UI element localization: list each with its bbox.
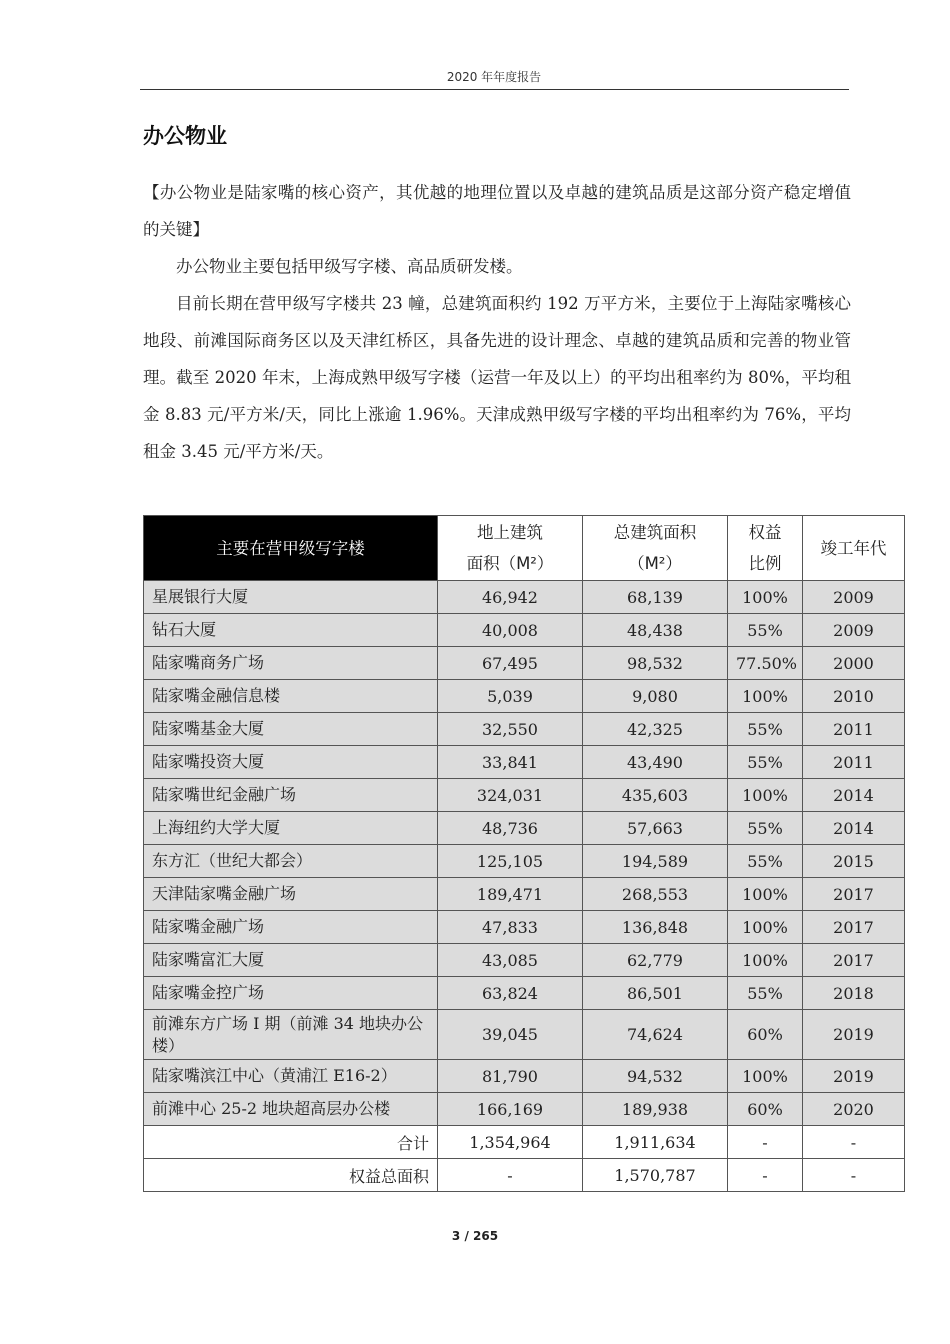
- total-area: 189,938: [583, 1093, 728, 1126]
- above-ground-area: 5,039: [438, 680, 583, 713]
- office-table: [143, 515, 905, 1192]
- page-header: 2020 年年度报告: [446, 70, 542, 84]
- equity-ratio: 100%: [728, 779, 803, 812]
- total-area: 94,532: [583, 1060, 728, 1093]
- completion-year: 2017: [803, 911, 905, 944]
- page-number: 3 / 265: [451, 1229, 499, 1243]
- header-total-line1: 总建筑面积: [613, 523, 697, 542]
- table-row: [144, 581, 905, 614]
- above-ground-area: 324,031: [438, 779, 583, 812]
- header-equity-line1: 权益: [748, 523, 782, 542]
- above-ground-area: 47,833: [438, 911, 583, 944]
- equity-ratio: 100%: [728, 1060, 803, 1093]
- equity-ratio: 100%: [728, 878, 803, 911]
- equity-ratio: 60%: [728, 1010, 803, 1060]
- table-row: [144, 614, 905, 647]
- total-area: 57,663: [583, 812, 728, 845]
- total-above-ground-area: 1,354,964: [438, 1126, 583, 1159]
- header-equity: [728, 516, 803, 581]
- equity-equity: -: [728, 1159, 803, 1192]
- equity-ratio: 55%: [728, 812, 803, 845]
- table-row: [144, 680, 905, 713]
- completion-year: 2015: [803, 845, 905, 878]
- total-area: 48,438: [583, 614, 728, 647]
- total-total-area: 1,911,634: [583, 1126, 728, 1159]
- building-name: 陆家嘴商务广场: [144, 647, 438, 680]
- above-ground-area: 166,169: [438, 1093, 583, 1126]
- above-ground-area: 189,471: [438, 878, 583, 911]
- above-ground-area: 39,045: [438, 1010, 583, 1060]
- building-name: 陆家嘴金控广场: [144, 977, 438, 1010]
- table-row: [144, 977, 905, 1010]
- building-name: 钻石大厦: [144, 614, 438, 647]
- equity-ratio: 55%: [728, 977, 803, 1010]
- above-ground-area: 33,841: [438, 746, 583, 779]
- total-area: 98,532: [583, 647, 728, 680]
- table-row: [144, 779, 905, 812]
- equity-ratio: 55%: [728, 713, 803, 746]
- above-ground-area: 67,495: [438, 647, 583, 680]
- above-ground-area: 48,736: [438, 812, 583, 845]
- completion-year: 2014: [803, 812, 905, 845]
- header-rule: [140, 89, 849, 90]
- completion-year: 2010: [803, 680, 905, 713]
- above-ground-area: 63,824: [438, 977, 583, 1010]
- body-text: [143, 174, 851, 470]
- building-name: 陆家嘴投资大厦: [144, 746, 438, 779]
- table-header-row: [144, 516, 905, 581]
- table-row: [144, 944, 905, 977]
- equity-total-area: 1,570,787: [583, 1159, 728, 1192]
- completion-year: 2018: [803, 977, 905, 1010]
- completion-year: 2017: [803, 944, 905, 977]
- building-name: 陆家嘴基金大厦: [144, 713, 438, 746]
- above-ground-area: 32,550: [438, 713, 583, 746]
- paragraph-2: 目前长期在营甲级写字楼共 23 幢，总建筑面积约 192 万平方米，主要位于上海陆家嘴核心地段、前滩国际商务区以及天津红桥区，具备先进的设计理念、卓越的建筑品质和完善的物业管理。截至 2020 年末，上海成熟甲级写字楼（运营一年及以上）的平均出租率约为 80%，平均租金 8.83 元/平方米/天，同比上涨逾 1.96%。天津成熟甲级写字楼的平均出租率约为 76%，平均租金 3.45 元/平方米/天。: [143, 294, 851, 461]
- total-area: 74,624: [583, 1010, 728, 1060]
- total-area: 435,603: [583, 779, 728, 812]
- completion-year: 2009: [803, 581, 905, 614]
- above-ground-area: 81,790: [438, 1060, 583, 1093]
- table-row: [144, 911, 905, 944]
- completion-year: 2011: [803, 713, 905, 746]
- table-row: [144, 812, 905, 845]
- total-area: 136,848: [583, 911, 728, 944]
- section-title: 办公物业: [143, 124, 227, 148]
- equity-ratio: 100%: [728, 944, 803, 977]
- total-area: 86,501: [583, 977, 728, 1010]
- equity-ratio: 55%: [728, 614, 803, 647]
- building-name: 东方汇（世纪大都会）: [144, 845, 438, 878]
- completion-year: 2011: [803, 746, 905, 779]
- table-row: [144, 845, 905, 878]
- header-equity-line2: 比例: [748, 554, 782, 573]
- building-name: 上海纽约大学大厦: [144, 812, 438, 845]
- equity-ratio: 100%: [728, 911, 803, 944]
- header-above-ground: [438, 516, 583, 581]
- equity-ratio: 60%: [728, 1093, 803, 1126]
- total-area: 194,589: [583, 845, 728, 878]
- total-area: 68,139: [583, 581, 728, 614]
- header-total-area: [583, 516, 728, 581]
- total-area: 268,553: [583, 878, 728, 911]
- above-ground-area: 43,085: [438, 944, 583, 977]
- table-row: [144, 713, 905, 746]
- building-name: 前滩中心 25-2 地块超高层办公楼: [144, 1093, 438, 1126]
- table-row: [144, 878, 905, 911]
- table-row: [144, 1060, 905, 1093]
- building-name: 陆家嘴金融广场: [144, 911, 438, 944]
- equity-total-label: 权益总面积: [144, 1159, 438, 1192]
- header-above-ground-line2: 面积（M²）: [466, 554, 554, 573]
- completion-year: 2019: [803, 1060, 905, 1093]
- equity-total-row: [144, 1159, 905, 1192]
- header-above-ground-line1: 地上建筑: [477, 523, 543, 542]
- completion-year: 2000: [803, 647, 905, 680]
- lead-paragraph: 【办公物业是陆家嘴的核心资产，其优越的地理位置以及卓越的建筑品质是这部分资产稳定增值的关键】: [143, 183, 851, 239]
- completion-year: 2019: [803, 1010, 905, 1060]
- table-row: [144, 647, 905, 680]
- total-area: 42,325: [583, 713, 728, 746]
- building-name: 前滩东方广场 I 期（前滩 34 地块办公楼）: [144, 1010, 438, 1060]
- building-name: 陆家嘴滨江中心（黄浦江 E16-2）: [144, 1060, 438, 1093]
- completion-year: 2017: [803, 878, 905, 911]
- building-name: 陆家嘴金融信息楼: [144, 680, 438, 713]
- equity-ratio: 77.50%: [728, 647, 803, 680]
- equity-ratio: 100%: [728, 581, 803, 614]
- table-row: [144, 1093, 905, 1126]
- total-equity: -: [728, 1126, 803, 1159]
- building-name: 天津陆家嘴金融广场: [144, 878, 438, 911]
- total-row: [144, 1126, 905, 1159]
- completion-year: 2020: [803, 1093, 905, 1126]
- equity-ratio: 55%: [728, 746, 803, 779]
- total-label: 合计: [144, 1126, 438, 1159]
- table-row: [144, 1010, 905, 1060]
- building-name: 陆家嘴世纪金融广场: [144, 779, 438, 812]
- above-ground-area: 125,105: [438, 845, 583, 878]
- total-area: 9,080: [583, 680, 728, 713]
- paragraph-1: 办公物业主要包括甲级写字楼、高品质研发楼。: [176, 257, 523, 276]
- table-row: [144, 746, 905, 779]
- completion-year: 2009: [803, 614, 905, 647]
- equity-ratio: 55%: [728, 845, 803, 878]
- total-area: 43,490: [583, 746, 728, 779]
- completion-year: 2014: [803, 779, 905, 812]
- equity-ratio: 100%: [728, 680, 803, 713]
- total-area: 62,779: [583, 944, 728, 977]
- building-name: 陆家嘴富汇大厦: [144, 944, 438, 977]
- header-total-line2: （M²）: [628, 554, 682, 573]
- equity-above-ground-area: -: [438, 1159, 583, 1192]
- header-name: 主要在营甲级写字楼: [144, 516, 438, 581]
- building-name: 星展银行大厦: [144, 581, 438, 614]
- above-ground-area: 40,008: [438, 614, 583, 647]
- equity-year: -: [803, 1159, 905, 1192]
- header-year: 竣工年代: [803, 516, 905, 581]
- above-ground-area: 46,942: [438, 581, 583, 614]
- total-year: -: [803, 1126, 905, 1159]
